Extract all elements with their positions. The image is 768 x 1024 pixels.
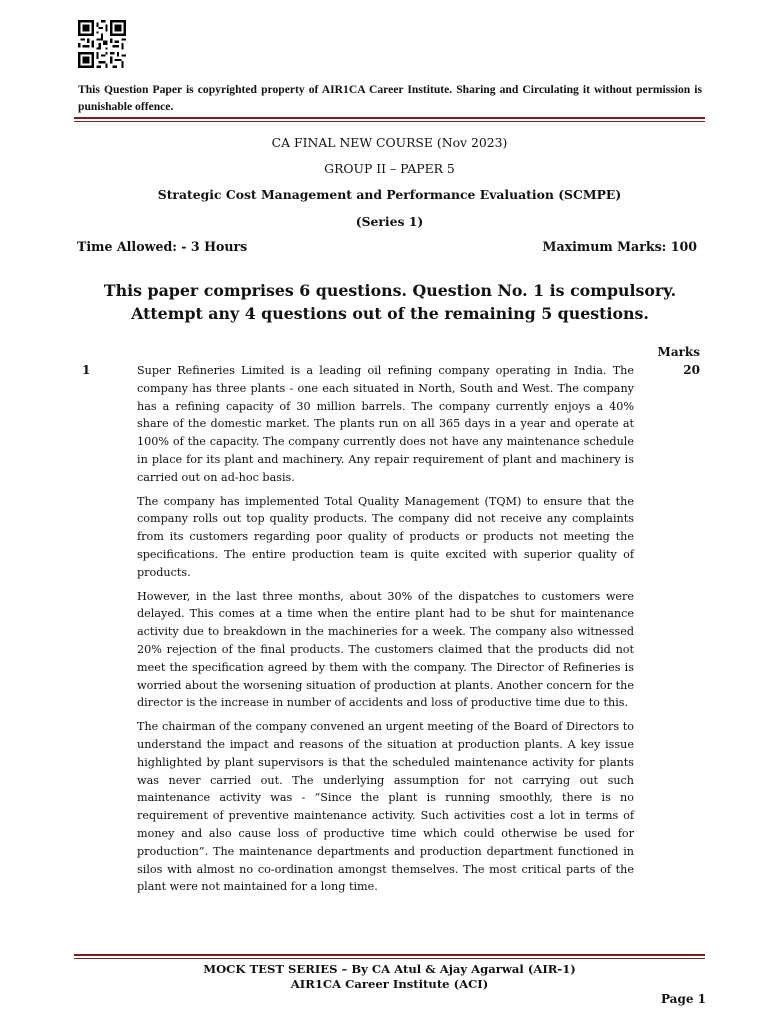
question-marks: 20 xyxy=(683,363,700,377)
marks-column-header: Marks xyxy=(657,345,700,359)
series-label: (Series 1) xyxy=(355,214,424,229)
copyright-notice: This Question Paper is copyrighted property of AIR1CA Career Institute. Sharing and Circulating it without permission is punishable offence. xyxy=(78,83,702,113)
header-divider-thin xyxy=(74,121,705,122)
question-paragraph: The chairman of the company convened an urgent meeting of the Board of Directors to understand the impact and reasons of the situation at production plants. A key issue highlighted by plant supervisors is that the scheduled maintenance activity for plants was never carried out. The underlying assumption for not carrying out such maintenance activity was - “Since the plant is running smoothly, there is no requirement of preventive maintenance activity. Such activities cost a lot in terms of money and also cause loss of productive time which could otherwise be used for production”. The maintenance departments and production department functioned in silos with almost no co-ordination amongst themselves. The most critical parts of the plant were not maintained for a long time. xyxy=(137,720,634,894)
question-paragraph: However, in the last three months, about 30% of the dispatches to customers were delayed. This comes at a time when the entire plant had to be shut for maintenance activity due to breakdown in the machineries for a week. The company also witnessed 20% rejection of the final products. The customers claimed that the products did not meet the specification agreed by them with the company. The Director of Refineries is worried about the worsening situation of production at plants. Another concern for the director is the increase in number of accidents and loss of productive time due to this. xyxy=(137,589,634,710)
question-paragraph: The company has implemented Total Quality Management (TQM) to ensure that the company rolls out top quality products. The company did not receive any complaints from its customers regarding poor quality of products or products not meeting the specifications. The entire production team is quite excited with superior quality of products. xyxy=(137,494,634,579)
qr-code-icon xyxy=(78,20,126,68)
paper-instructions: This paper comprises 6 questions. Question No. 1 is compulsory. Attempt any 4 questions out of the remaining 5 questions. xyxy=(103,281,677,323)
footer-divider-thin xyxy=(74,958,705,959)
paper-group: GROUP II – PAPER 5 xyxy=(324,161,455,176)
subject-title: Strategic Cost Management and Performance Evaluation (SCMPE) xyxy=(157,187,622,202)
question-number: 1 xyxy=(82,363,91,377)
footer-institute-line: AIR1CA Career Institute (ACI) xyxy=(290,977,489,991)
question-paragraph: Super Refineries Limited is a leading oil refining company operating in India. The company has three plants - one each situated in North, South and West. The company has a refining capacity of 30 million barrels. The company currently enjoys a 40% share of the domestic market. The plants run on all 365 days in a year and operate at 100% of the capacity. The company currently does not have any maintenance schedule in place for its plant and machinery. Any repair requirement of plant and machinery is carried out on ad-hoc basis. xyxy=(137,364,634,484)
maximum-marks: Maximum Marks: 100 xyxy=(542,239,697,254)
course-title: CA FINAL NEW COURSE (Nov 2023) xyxy=(271,135,508,150)
time-allowed: Time Allowed: - 3 Hours xyxy=(77,239,248,254)
footer-series-line: MOCK TEST SERIES – By CA Atul & Ajay Agarwal (AIR-1) xyxy=(203,962,576,976)
exam-meta-row xyxy=(77,239,697,254)
page-number: Page 1 xyxy=(660,992,706,1006)
header-divider xyxy=(74,117,705,119)
footer-divider xyxy=(74,954,705,956)
question-body xyxy=(137,362,634,902)
